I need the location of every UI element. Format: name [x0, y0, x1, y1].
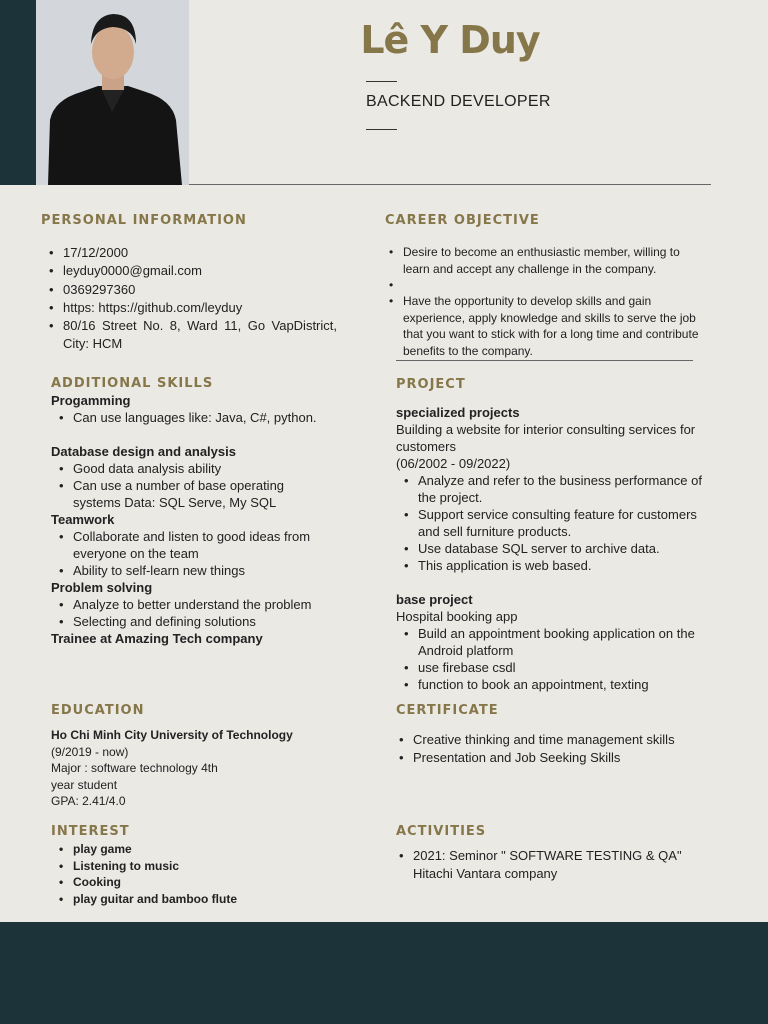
- skill-item: • Can use a number of base operating systems Data: SQL Serve, My SQL: [51, 477, 321, 511]
- project-item: • Build an appointment booking application on the Android platform: [396, 625, 706, 659]
- spacer: [381, 277, 707, 293]
- project-item: • Use database SQL server to archive data.: [396, 540, 706, 557]
- skill-heading: Problem solving: [51, 580, 153, 595]
- footer-band: [0, 922, 768, 1024]
- activities-list: [391, 847, 691, 883]
- skill-heading: Teamwork: [51, 512, 115, 527]
- education-major: Major : software technology 4th: [51, 761, 218, 775]
- job-title: BACKEND DEVELOPER: [366, 93, 551, 110]
- school-name: Ho Chi Minh City University of Technology: [51, 728, 293, 742]
- project-heading: base project: [396, 592, 473, 607]
- spacer: [51, 426, 321, 443]
- project-period: (06/2002 - 09/2022): [396, 456, 511, 471]
- project-item: • This application is web based.: [396, 557, 706, 574]
- activity-item: • 2021: Seminor " SOFTWARE TESTING & QA" Hitachi Vantara company: [391, 847, 691, 883]
- skill-item: • Ability to self-learn new things: [51, 562, 321, 579]
- education-period: (9/2019 - now): [51, 744, 129, 759]
- spacer: [396, 574, 706, 591]
- career-objective-title: CAREER OBJECTIVE: [385, 213, 540, 228]
- internship-line: Trainee at Amazing Tech company: [51, 631, 263, 646]
- education-year: year student: [51, 777, 118, 792]
- home-address: • 80/16 Street No. 8, Ward 11, Go VapDistrict, City: HCM: [41, 317, 337, 354]
- interest-item: • Listening to music: [51, 858, 331, 875]
- certificate-list: [391, 731, 691, 767]
- skill-item: • Can use languages like: Java, C#, python.: [51, 409, 321, 426]
- phone-number: • 0369297360: [41, 281, 337, 299]
- title-divider-bottom: [366, 129, 397, 130]
- profile-photo: [36, 0, 189, 185]
- candidate-name: Lê Y Duy: [360, 18, 540, 62]
- project-heading: specialized projects: [396, 405, 520, 420]
- objective-divider: [396, 360, 693, 361]
- project-description: Hospital booking app: [396, 609, 518, 624]
- skill-item: • Analyze to better understand the problem: [51, 596, 321, 613]
- interest-item: • play game: [51, 841, 331, 858]
- left-accent-band: [0, 0, 36, 185]
- certificate-title: CERTIFICATE: [396, 703, 499, 718]
- header-divider: [189, 184, 711, 185]
- objective-item: • Have the opportunity to develop skills and gain experience, apply knowledge and skills to serve the job that you want to stick with for a long time and contribute benefits to the company.: [381, 293, 707, 359]
- education-title: EDUCATION: [51, 703, 145, 718]
- objective-item: • Desire to become an enthusiastic member, willing to learn and accept any challenge in the company.: [381, 244, 707, 277]
- project-description: Building a website for interior consulting services for customers: [396, 422, 696, 454]
- skill-item: • Good data analysis ability: [51, 460, 321, 477]
- skill-item: • Selecting and defining solutions: [51, 613, 321, 630]
- interest-title: INTEREST: [51, 824, 130, 839]
- personal-info-list: [41, 244, 337, 354]
- birth-date: • 17/12/2000: [41, 244, 337, 262]
- title-divider-top: [366, 81, 397, 82]
- interest-list: [51, 841, 331, 907]
- education-gpa: GPA: 2.41/4.0: [51, 794, 126, 808]
- education-section: [51, 727, 351, 810]
- project-item: • Analyze and refer to the business performance of the project.: [396, 472, 706, 506]
- project-item: • Support service consulting feature for customers and sell furniture products.: [396, 506, 706, 540]
- skill-heading: Progamming: [51, 393, 131, 408]
- career-objective-list: [381, 244, 707, 359]
- github-link: • https: https://github.com/leyduy: [41, 299, 337, 317]
- project-item: • function to book an appointment, texting: [396, 676, 706, 693]
- project-title: PROJECT: [396, 377, 466, 392]
- skill-item: • Collaborate and listen to good ideas from everyone on the team: [51, 528, 321, 562]
- interest-item: • play guitar and bamboo flute: [51, 891, 331, 908]
- interest-item: • Cooking: [51, 874, 331, 891]
- email-address: • leyduy0000@gmail.com: [41, 262, 337, 280]
- skill-heading: Database design and analysis: [51, 444, 236, 459]
- certificate-item: • Presentation and Job Seeking Skills: [391, 749, 691, 767]
- additional-skills-section: [51, 392, 321, 647]
- additional-skills-title: ADDITIONAL SKILLS: [51, 376, 214, 391]
- certificate-item: • Creative thinking and time management skills: [391, 731, 691, 749]
- activities-title: ACTIVITIES: [396, 824, 487, 839]
- project-section: [396, 404, 706, 693]
- personal-info-title: PERSONAL INFORMATION: [41, 213, 247, 228]
- project-item: • use firebase csdl: [396, 659, 706, 676]
